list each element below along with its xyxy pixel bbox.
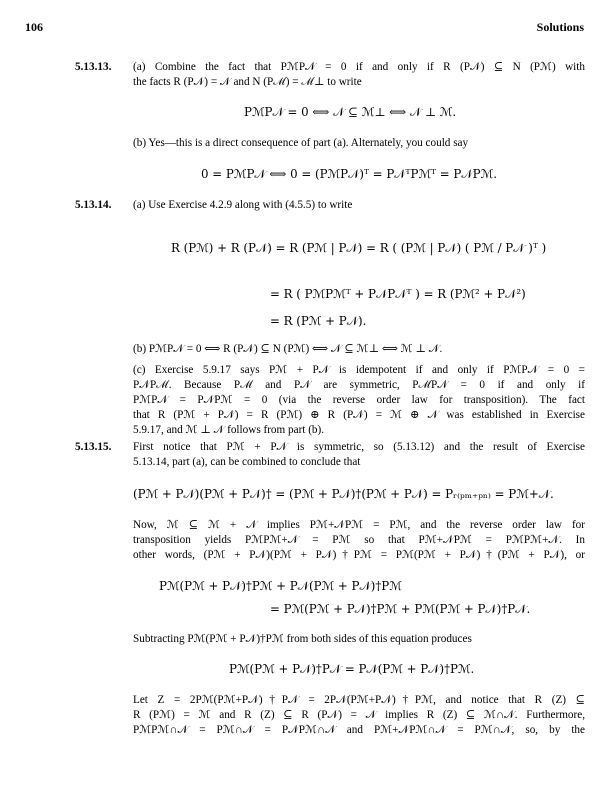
text-line: other words, (Pℳ + P𝒩)(Pℳ + P𝒩)†Pℳ = Pℳ(Pℳ + P𝒩)†(Pℳ + P𝒩), or [133,549,585,561]
text-line: R (Pℳ) = ℳ and R (Z) ⊆ R (P𝒩) = 𝒩 implies R (Z) ⊆ ℳ∩𝒩. Furthermore, [133,709,585,721]
text-line: the facts R (P𝒩) = 𝒩 and N (Pℳ) = ℳ⊥ to write [133,76,362,88]
text-line: 5.9.17, and ℳ ⊥ 𝒩 follows from part (b). [133,424,325,436]
display-equation: = R (Pℳ + P𝒩). [270,314,367,328]
text-line: 5.13.14, part (a), can be combined to conclude that [133,456,361,468]
text-line: (a) Use Exercise 4.2.9 along with (4.5.5) to write [133,199,353,211]
display-equation: 0 = PℳP𝒩 ⟺ 0 = (PℳP𝒩)ᵀ = P𝒩ᵀPℳᵀ = P𝒩Pℳ. [201,167,497,181]
display-equation: = Pℳ(Pℳ + P𝒩)†Pℳ + Pℳ(Pℳ + P𝒩)†P𝒩. [270,602,531,616]
text-line: (a) Combine the fact that PℳP𝒩 = 0 if and only if R (P𝒩) ⊆ N (Pℳ) with [133,61,585,73]
running-title: Solutions [536,20,584,34]
exercise-label: 5.13.13. [75,61,112,73]
display-equation: Pℳ(Pℳ + P𝒩)†Pℳ + P𝒩(Pℳ + P𝒩)†Pℳ [159,579,402,593]
text-line: First notice that Pℳ + P𝒩 is symmetric, so (5.13.12) and the result of Exercise [133,441,585,453]
text-line: (b) Yes—this is a direct consequence of part (a). Alternately, you could say [133,137,469,149]
text-line: P𝒩Pℳ. Because Pℳ and P𝒩 are symmetric, PℳP𝒩 = 0 if and only if [133,379,585,391]
display-equation: R (Pℳ) + R (P𝒩) = R (Pℳ | P𝒩) = R ( (Pℳ | P𝒩) ( Pℳ / P𝒩 )ᵀ ) [171,241,547,255]
text-line: transposition yields PℳPℳ+𝒩 = Pℳ so that Pℳ+𝒩Pℳ = PℳPℳ+𝒩. In [133,534,585,546]
text-line: PℳP𝒩 = P𝒩Pℳ = 0 (via the reverse order law for transposition). The fact [133,394,585,406]
text-line: Let Z = 2Pℳ(Pℳ+P𝒩)†P𝒩 = 2P𝒩(Pℳ+P𝒩)†Pℳ, and notice that R (Z) ⊆ [133,694,585,706]
display-equation: PℳP𝒩 = 0 ⟺ 𝒩 ⊆ ℳ⊥ ⟺ 𝒩 ⊥ ℳ. [244,105,457,119]
text-line: PℳPℳ∩𝒩 = Pℳ∩𝒩 = P𝒩Pℳ∩𝒩 and Pℳ+𝒩Pℳ∩𝒩 = Pℳ∩𝒩, so, by the [133,724,585,736]
text-line: Now, ℳ ⊆ ℳ + 𝒩 implies Pℳ+𝒩Pℳ = Pℳ, and the reverse order law for [133,519,585,531]
text-line: that R (Pℳ + P𝒩) = R (Pℳ) ⊕ R (P𝒩) = ℳ ⊕ 𝒩 was established in Exercise [133,409,585,421]
exercise-label: 5.13.14. [75,199,112,211]
display-equation: (Pℳ + P𝒩)(Pℳ + P𝒩)† = (Pℳ + P𝒩)†(Pℳ + P𝒩) = Pᵣ₍ₚₘ₊ₚₙ₎ = Pℳ+𝒩. [133,487,554,501]
text-line: Subtracting Pℳ(Pℳ + P𝒩)†Pℳ from both sides of this equation produces [133,633,472,645]
page-number: 106 [25,20,43,34]
exercise-label: 5.13.15. [75,441,112,453]
display-equation: Pℳ(Pℳ + P𝒩)†P𝒩 = P𝒩(Pℳ + P𝒩)†Pℳ. [229,662,475,676]
display-equation: = R ( PℳPℳᵀ + P𝒩P𝒩ᵀ ) = R (Pℳ² + P𝒩²) [270,287,526,301]
text-line: (b) PℳP𝒩 = 0 ⟺ R (P𝒩) ⊆ N (Pℳ) ⟺ 𝒩 ⊆ ℳ⊥ ⟺ ℳ ⊥ 𝒩. [133,343,443,355]
text-line: (c) Exercise 5.9.17 says Pℳ + P𝒩 is idempotent if and only if PℳP𝒩 = 0 = [133,364,585,376]
